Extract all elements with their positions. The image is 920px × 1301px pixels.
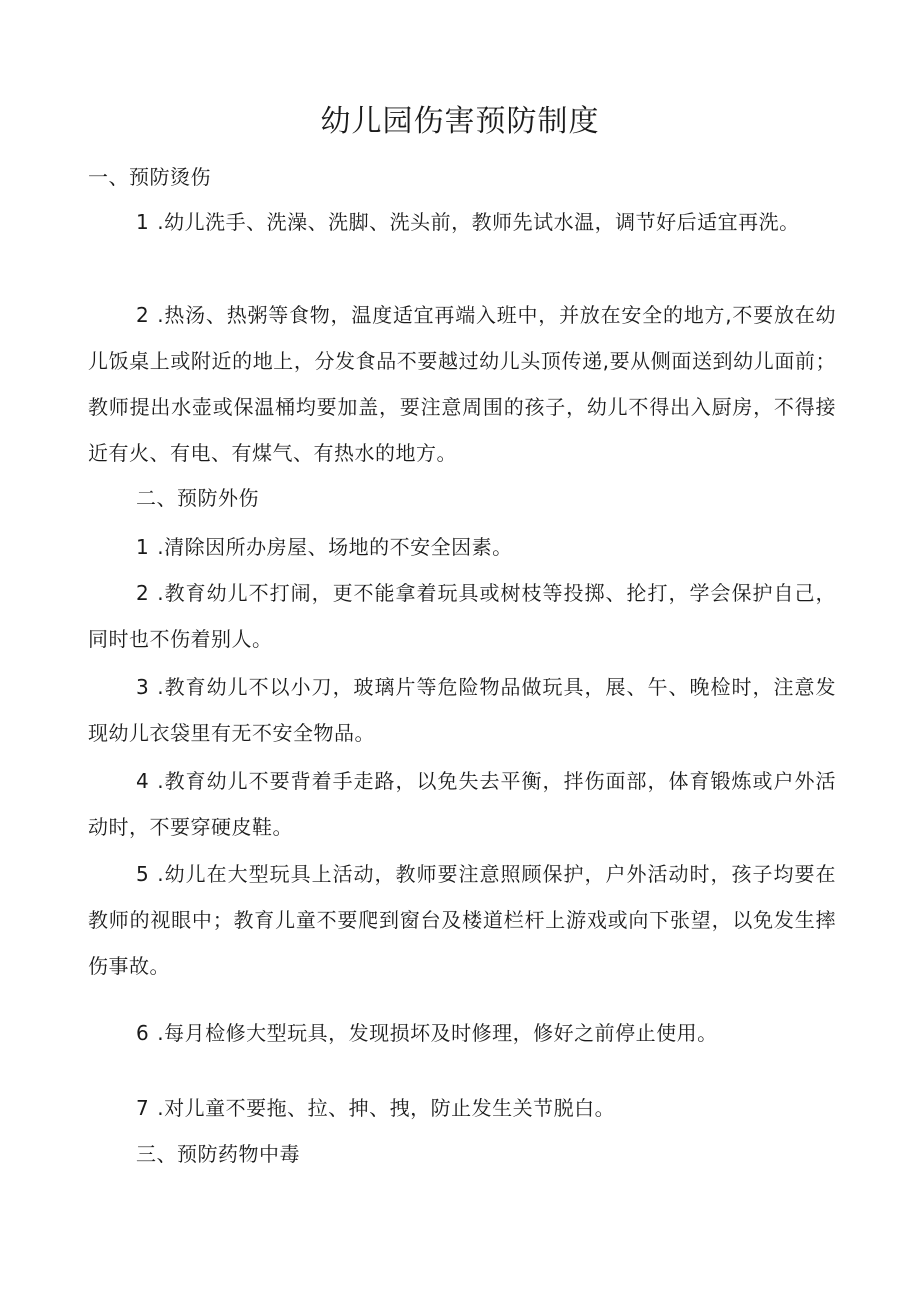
item-number: 7	[136, 1096, 150, 1120]
list-item	[88, 1085, 836, 1131]
item-text: .教育幼儿不要背着手走路，以免失去平衡，拌伤面部，体育锻炼或户外活动时，不要穿硬皮鞋。	[88, 769, 836, 839]
list-item	[88, 1010, 836, 1056]
list-item	[88, 199, 836, 245]
item-text: .教育幼儿不打闹，更不能拿着玩具或树枝等投掷、抡打，学会保护自己，同时也不伤着别人。	[88, 581, 836, 651]
section-heading-burn-prevention: 一、预防烫伤	[88, 165, 211, 189]
item-text: .清除因所办房屋、场地的不安全因素。	[157, 535, 513, 559]
item-number: 3	[136, 675, 150, 699]
item-number: 2	[136, 581, 150, 605]
item-text: .教育幼儿不以小刀，玻璃片等危险物品做玩具，展、午、晚检时，注意发现幼儿衣袋里有无不安全物品。	[88, 675, 836, 745]
item-number: 6	[136, 1021, 150, 1045]
item-number: 1	[136, 535, 150, 559]
item-text: .每月检修大型玩具，发现损坏及时修理，修好之前停止使用。	[157, 1021, 718, 1045]
item-text: .热汤、热粥等食物，温度适宜再端入班中，并放在安全的地方,不要放在幼儿饭桌上或附近的地上，分发食品不要越过幼儿头顶传递,要从侧面送到幼儿面前；教师提出水壶或保温桶均要加盖，要注意周围的孩子，幼儿不得出入厨房，不得接近有火、有电、有煤气、有热水的地方。	[88, 303, 836, 465]
item-number: 2	[136, 303, 150, 327]
item-text: .幼儿洗手、洗澡、洗脚、洗头前，教师先试水温，调节好后适宜再洗。	[157, 210, 800, 234]
list-item	[88, 664, 836, 756]
item-text: .对儿童不要拖、拉、抻、拽，防止发生关节脱白。	[157, 1096, 616, 1120]
item-number: 5	[136, 862, 150, 886]
section-heading-injury-prevention: 二、预防外伤	[136, 486, 259, 510]
item-number: 4	[136, 769, 150, 793]
item-text: .幼儿在大型玩具上活动，教师要注意照顾保护，户外活动时，孩子均要在教师的视眼中；教育儿童不要爬到窗台及楼道栏杆上游戏或向下张望，以免发生摔伤事故。	[88, 862, 836, 978]
document-title: 幼儿园伤害预防制度	[320, 104, 600, 139]
list-item	[88, 851, 836, 989]
section-heading-drug-poisoning-prevention: 三、预防药物中毒	[136, 1142, 300, 1166]
list-item	[88, 524, 836, 570]
list-item	[88, 570, 836, 662]
item-number: 1	[136, 210, 150, 234]
list-item	[88, 758, 836, 850]
list-item	[88, 292, 836, 476]
